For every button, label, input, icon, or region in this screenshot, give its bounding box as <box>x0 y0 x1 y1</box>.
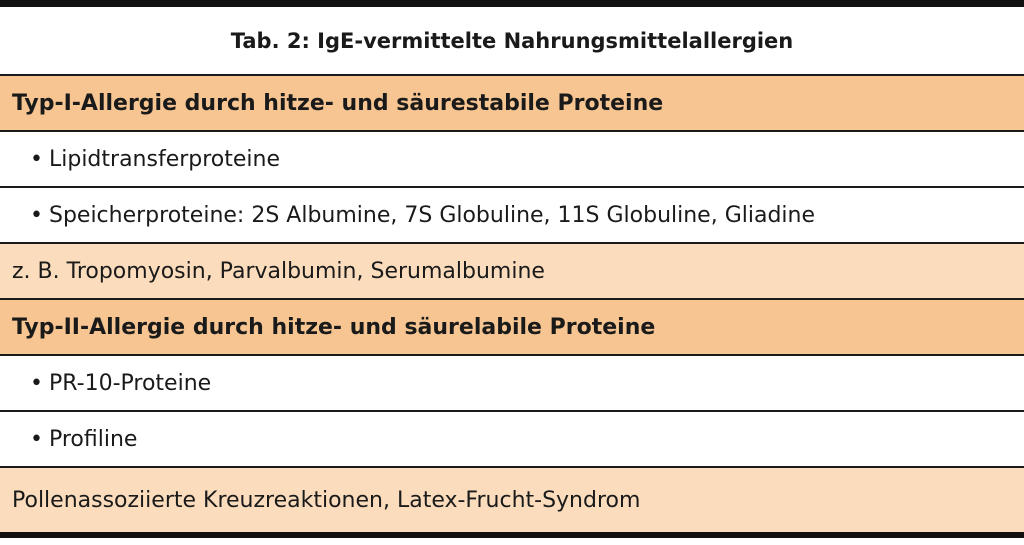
row-text: PR-10-Proteine <box>48 370 212 396</box>
row-text: Profiline <box>48 426 138 452</box>
table-row-note <box>0 468 1024 532</box>
section-header-type-2 <box>0 300 1024 354</box>
section-header-label: Typ-I-Allergie durch hitze- und säurestabile Proteine <box>12 90 664 116</box>
table-title: Tab. 2: IgE-vermittelte Nahrungsmittelallergien <box>0 7 1024 75</box>
bullet: • <box>30 202 43 228</box>
table-row <box>0 132 1024 186</box>
table-row <box>0 412 1024 466</box>
section-header-type-1 <box>0 76 1024 130</box>
table-row <box>0 188 1024 242</box>
row-text: z. B. Tropomyosin, Parvalbumin, Serumalbumine <box>12 258 545 284</box>
table-row-note <box>0 244 1024 298</box>
section-header-label: Typ-II-Allergie durch hitze- und säurelabile Proteine <box>12 314 656 340</box>
row-text: Pollenassoziierte Kreuzreaktionen, Latex-Frucht-Syndrom <box>12 487 641 513</box>
table-bottom-rule <box>0 532 1024 538</box>
bullet: • <box>30 370 43 396</box>
row-text: Speicherproteine: 2S Albumine, 7S Globuline, 11S Globuline, Gliadine <box>48 202 816 228</box>
table-top-rule <box>0 0 1024 7</box>
table-row <box>0 356 1024 410</box>
row-text: Lipidtransferproteine <box>48 146 281 172</box>
bullet: • <box>30 146 43 172</box>
bullet: • <box>30 426 43 452</box>
